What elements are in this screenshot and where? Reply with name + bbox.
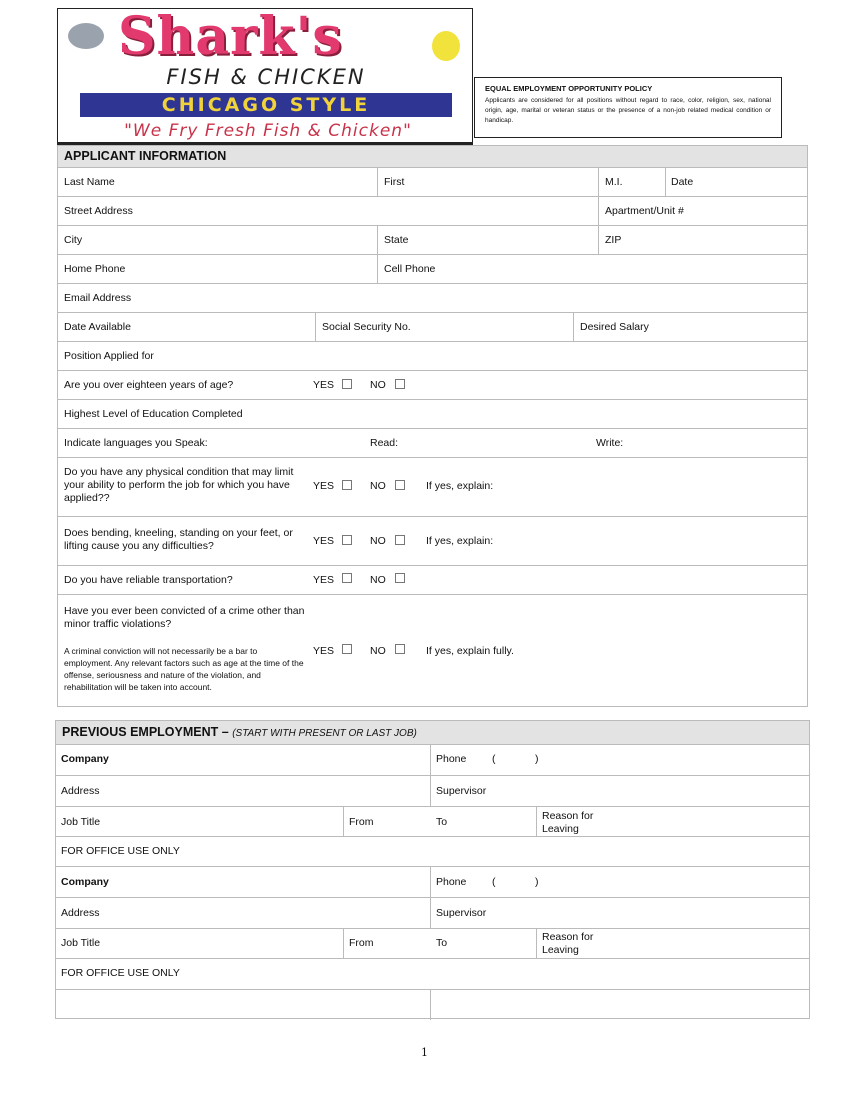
education-row [58, 399, 807, 429]
job2-address-row [56, 897, 809, 929]
street-address-field[interactable] [58, 197, 598, 226]
street-label: Street Address [64, 205, 133, 217]
no-label: NO [370, 480, 386, 492]
conviction-row [58, 594, 807, 708]
job1-title-row [56, 806, 809, 837]
position-row [58, 341, 807, 371]
transportation-row [58, 565, 807, 595]
phone-paren-close: ) [535, 876, 539, 888]
zip-field[interactable] [598, 226, 807, 255]
conviction-note: A criminal conviction will not necessarily be a bar to employment. Any relevant factors such as age at the time of the offense, seriousness and nature of the violation, and rehabilitation will be taken into account. [64, 646, 304, 692]
transport-label: Do you have reliable transportation? [64, 574, 233, 586]
previous-employment-section [55, 720, 810, 1019]
ssn-label: Social Security No. [322, 321, 411, 333]
conviction-label: Have you ever been convicted of a crime other than minor traffic violations? [64, 605, 305, 630]
job-title-label: Job Title [61, 816, 101, 828]
employment-header-title: PREVIOUS EMPLOYMENT [62, 725, 219, 739]
date-available-label: Date Available [64, 321, 131, 333]
reason-label-2: Leaving [542, 944, 579, 956]
cell-phone-field[interactable] [377, 255, 807, 284]
phone-label: Phone [436, 876, 467, 888]
bending-label: Does bending, kneeling, standing on your feet, or lifting cause you any difficulties? [64, 527, 293, 552]
logo-subtitle: FISH & CHICKEN [166, 65, 366, 89]
ssn-field[interactable] [315, 313, 573, 342]
blank-field-left[interactable] [56, 990, 430, 1020]
job2-supervisor-field[interactable] [430, 898, 809, 929]
reason-label-1: Reason for [542, 931, 594, 943]
job1-phone-field[interactable] [430, 745, 809, 776]
bending-row [58, 516, 807, 566]
bending-no-checkbox[interactable] [395, 535, 405, 545]
phone-label: Phone [436, 753, 467, 765]
last-name-field[interactable] [58, 168, 377, 197]
bending-yes-checkbox[interactable] [342, 535, 352, 545]
zip-label: ZIP [605, 234, 622, 246]
physical-no-checkbox[interactable] [395, 480, 405, 490]
phone-row [58, 254, 807, 284]
to-label: To [436, 816, 448, 828]
applicant-header: APPLICANT INFORMATION [58, 146, 807, 167]
cell-phone-label: Cell Phone [384, 263, 436, 275]
if-yes-label: If yes, explain: [426, 535, 494, 547]
employment-header-dash: – [218, 725, 233, 739]
over18-no-checkbox[interactable] [395, 379, 405, 389]
date-available-field[interactable] [58, 313, 315, 342]
first-name-field[interactable] [377, 168, 598, 197]
reason-label-1: Reason for [542, 810, 594, 822]
home-phone-label: Home Phone [64, 263, 126, 275]
if-yes-fully-label: If yes, explain fully. [426, 645, 514, 657]
office-use-label: FOR OFFICE USE ONLY [61, 967, 180, 979]
languages-row [58, 428, 807, 458]
job-title-label: Job Title [61, 937, 101, 949]
address-label: Address [61, 907, 100, 919]
mi-label: M.I. [605, 176, 623, 188]
reason-label-2: Leaving [542, 823, 579, 835]
job2-company-row [56, 866, 809, 898]
no-label: NO [370, 535, 386, 547]
yes-label: YES [313, 574, 335, 586]
yes-label: YES [313, 645, 335, 657]
desired-salary-field[interactable] [573, 313, 807, 342]
logo-slogan: "We Fry Fresh Fish & Chicken" [124, 121, 412, 141]
physical-label: Do you have any physical condition that may limit your ability to perform the job for which you have applied?? [64, 466, 294, 504]
job1-dates-field[interactable] [343, 807, 536, 837]
education-label: Highest Level of Education Completed [64, 408, 243, 420]
fish-icon [68, 23, 104, 49]
languages-label: Indicate languages you Speak: [64, 437, 208, 449]
job1-address-field[interactable] [56, 776, 430, 807]
salary-label: Desired Salary [580, 321, 649, 333]
applicant-information-section [57, 145, 808, 707]
eeo-policy-box [474, 77, 782, 138]
if-yes-label: If yes, explain: [426, 480, 494, 492]
no-label: NO [370, 379, 386, 391]
company-label: Company [61, 876, 109, 888]
position-label: Position Applied for [64, 350, 154, 362]
availability-row [58, 312, 807, 342]
yes-label: YES [313, 379, 335, 391]
apartment-field[interactable] [598, 197, 807, 226]
yes-label: YES [313, 480, 335, 492]
job1-reason-field[interactable] [536, 807, 809, 837]
mi-field[interactable] [598, 168, 665, 197]
to-label: To [436, 937, 448, 949]
first-label: First [384, 176, 405, 188]
logo-style-band: CHICAGO STYLE [80, 93, 452, 117]
job1-office-row [56, 836, 809, 867]
no-label: NO [370, 645, 386, 657]
state-label: State [384, 234, 409, 246]
job2-office-row [56, 958, 809, 990]
job1-title-field[interactable] [56, 807, 343, 837]
from-label: From [349, 816, 374, 828]
company-logo [57, 8, 473, 145]
job2-dates-field[interactable] [343, 929, 536, 959]
home-phone-field[interactable] [58, 255, 377, 284]
date-field[interactable] [665, 168, 807, 197]
job1-company-row [56, 744, 809, 776]
city-label: City [64, 234, 83, 246]
phone-paren-open: ( [492, 876, 496, 888]
city-field[interactable] [58, 226, 377, 255]
from-label: From [349, 937, 374, 949]
over18-label: Are you over eighteen years of age? [64, 379, 234, 391]
eeo-title: EQUAL EMPLOYMENT OPPORTUNITY POLICY [485, 84, 653, 93]
yes-label: YES [313, 535, 335, 547]
read-label: Read: [370, 437, 399, 449]
supervisor-label: Supervisor [436, 907, 487, 919]
transport-yes-checkbox[interactable] [342, 573, 352, 583]
conviction-no-checkbox[interactable] [395, 644, 405, 654]
logo-brand: Shark's [118, 8, 343, 67]
job2-company-field[interactable] [56, 867, 430, 898]
job1-supervisor-field[interactable] [430, 776, 809, 807]
employment-header [56, 721, 809, 744]
write-label: Write: [596, 437, 624, 449]
physical-condition-row [58, 457, 807, 517]
job2-phone-field[interactable] [430, 867, 809, 898]
address-label: Address [61, 785, 100, 797]
supervisor-label: Supervisor [436, 785, 487, 797]
position-field[interactable] [58, 342, 807, 371]
email-label: Email Address [64, 292, 132, 304]
name-row [58, 167, 807, 197]
job1-company-field[interactable] [56, 745, 430, 776]
job1-address-row [56, 775, 809, 807]
transport-no-checkbox[interactable] [395, 573, 405, 583]
job2-address-field[interactable] [56, 898, 430, 929]
address-row [58, 196, 807, 226]
job2-title-row [56, 928, 809, 959]
conviction-yes-checkbox[interactable] [342, 644, 352, 654]
date-label: Date [671, 176, 694, 188]
blank-field-right[interactable] [430, 990, 809, 1020]
physical-yes-checkbox[interactable] [342, 480, 352, 490]
page-number: 1 [421, 1046, 428, 1059]
over18-yes-checkbox[interactable] [342, 379, 352, 389]
city-row [58, 225, 807, 255]
eeo-body: Applicants are considered for all positions without regard to race, color, religion, sex, national origin, age, marital or veteran status or the presence of a non-job related medical condition or handicap. [485, 97, 771, 124]
education-field[interactable] [58, 400, 807, 429]
job2-title-field[interactable] [56, 929, 343, 959]
chicken-icon [432, 31, 460, 61]
state-field[interactable] [377, 226, 598, 255]
no-label: NO [370, 574, 386, 586]
email-row [58, 283, 807, 313]
blank-row [56, 989, 809, 1020]
phone-paren-close: ) [535, 753, 539, 765]
email-field[interactable] [58, 284, 807, 313]
apt-label: Apartment/Unit # [605, 205, 684, 217]
company-label: Company [61, 753, 109, 765]
employment-header-note: (START WITH PRESENT OR LAST JOB) [232, 728, 417, 739]
last-name-label: Last Name [64, 176, 115, 188]
age-row [58, 370, 807, 400]
office-use-label: FOR OFFICE USE ONLY [61, 845, 180, 857]
phone-paren-open: ( [492, 753, 496, 765]
job2-reason-field[interactable] [536, 929, 809, 959]
